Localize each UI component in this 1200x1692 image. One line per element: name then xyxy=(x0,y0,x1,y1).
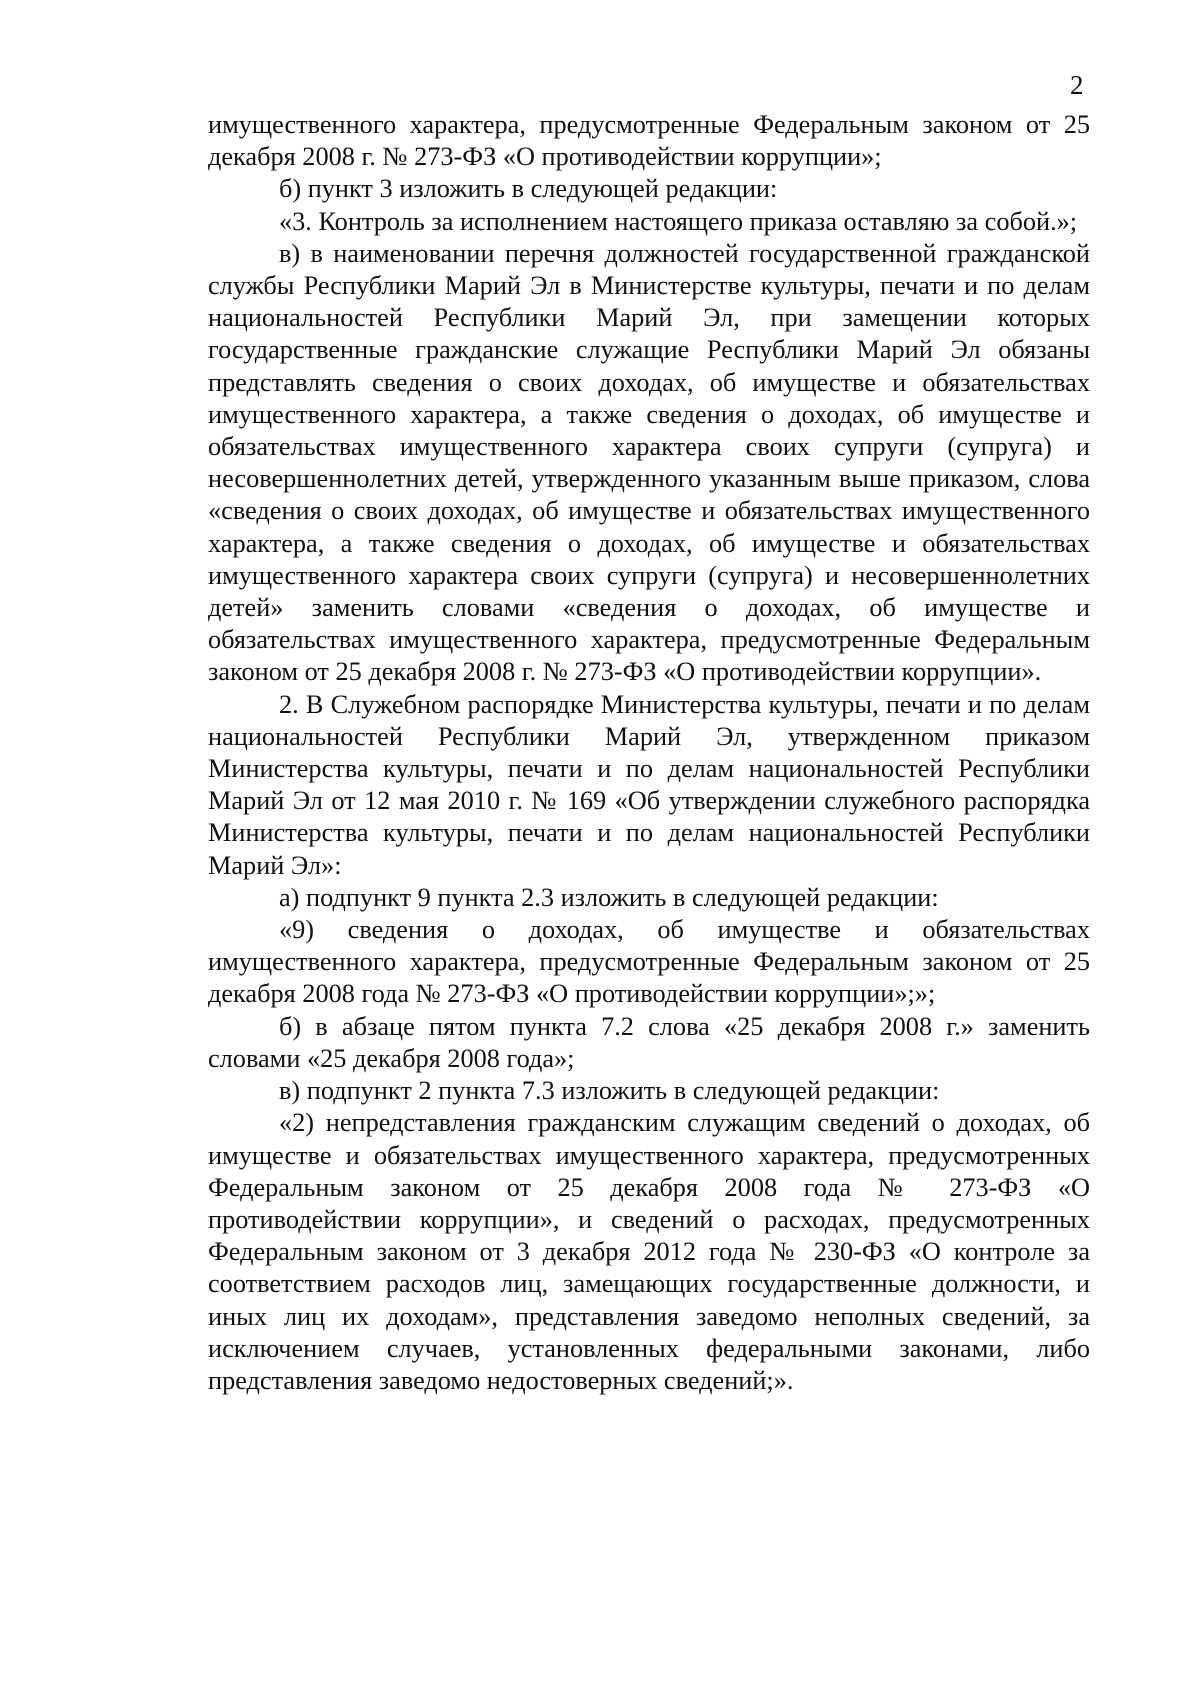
paragraph-quote-subpoint-2: «2) непредставления гражданским служащим сведений о доходах, об имуществе и обязательствах имущественного характера, предусмотренных Федеральным законом от 25 декабря 2008 года № 273-ФЗ «О противодействии коррупции», и сведений о расходах, предусмотренных Федеральным законом от 3 декабря 2012 года № 230-ФЗ «О контроле за соответствием расходов лиц, замещающих государственные должности, и иных лиц их доходам», представления заведомо неполных сведений, за исключением случаев, установленных федеральными законами, либо представления заведомо недостоверных сведений;». xyxy=(208,1108,1090,1395)
page-number: 2 xyxy=(1070,70,1084,100)
paragraph-item-b-point-7-2: б) в абзаце пятом пункта 7.2 слова «25 декабря 2008 г.» заменить словами «25 декабря 2008 года»; xyxy=(208,1011,1090,1073)
paragraph-item-v-subpoint-2: в) подпункт 2 пункта 7.3 изложить в следующей редакции: xyxy=(279,1076,940,1106)
paragraph-section-2: 2. В Служебном распорядке Министерства культуры, печати и по делам национальностей Республики Марий Эл, утвержденном приказом Министерства культуры, печати и по делам национальностей Республики Марий Эл от 12 мая 2010 г. № 169 «Об утверждении служебного распорядка Министерства культуры, печати и по делам национальностей Республики Марий Эл»: xyxy=(208,689,1090,880)
paragraph-continuation: имущественного характера, предусмотренные Федеральным законом от 25 декабря 2008 г. № 273-ФЗ «О противодействии коррупции»; xyxy=(208,110,1090,172)
paragraph-item-a-subpoint-9: а) подпункт 9 пункта 2.3 изложить в следующей редакции: xyxy=(279,882,939,912)
document-body xyxy=(208,109,1090,1397)
paragraph-item-b-point-3: б) пункт 3 изложить в следующей редакции: xyxy=(279,174,778,204)
paragraph-item-v-list-title: в) в наименовании перечня должностей государственной гражданской службы Республики Марий Эл в Министерстве культуры, печати и по делам национальностей Республики Марий Эл, при замещении которых государственные гражданские служащие Республики Марий Эл обязаны представлять сведения о своих доходах, об имуществе и обязательствах имущественного характера, а также сведения о доходах, об имуществе и обязательствах имущественного характера своих супруги (супруга) и несовершеннолетних детей, утвержденного указанным выше приказом, слова «сведения о своих доходах, об имуществе и обязательствах имущественного характера, а также сведения о доходах, об имуществе и обязательствах имущественного характера своих супруги (супруга) и несовершеннолетних детей» заменить словами «сведения о доходах, об имуществе и обязательствах имущественного характера, предусмотренные Федеральным законом от 25 декабря 2008 г. № 273-ФЗ «О противодействии коррупции». xyxy=(208,238,1090,687)
paragraph-quote-control: «3. Контроль за исполнением настоящего приказа оставляю за собой.»; xyxy=(279,206,1078,236)
paragraph-quote-subpoint-9: «9) сведения о доходах, об имуществе и обязательствах имущественного характера, предусмотренные Федеральным законом от 25 декабря 2008 года № 273-ФЗ «О противодействии коррупции»;»; xyxy=(208,915,1090,1009)
